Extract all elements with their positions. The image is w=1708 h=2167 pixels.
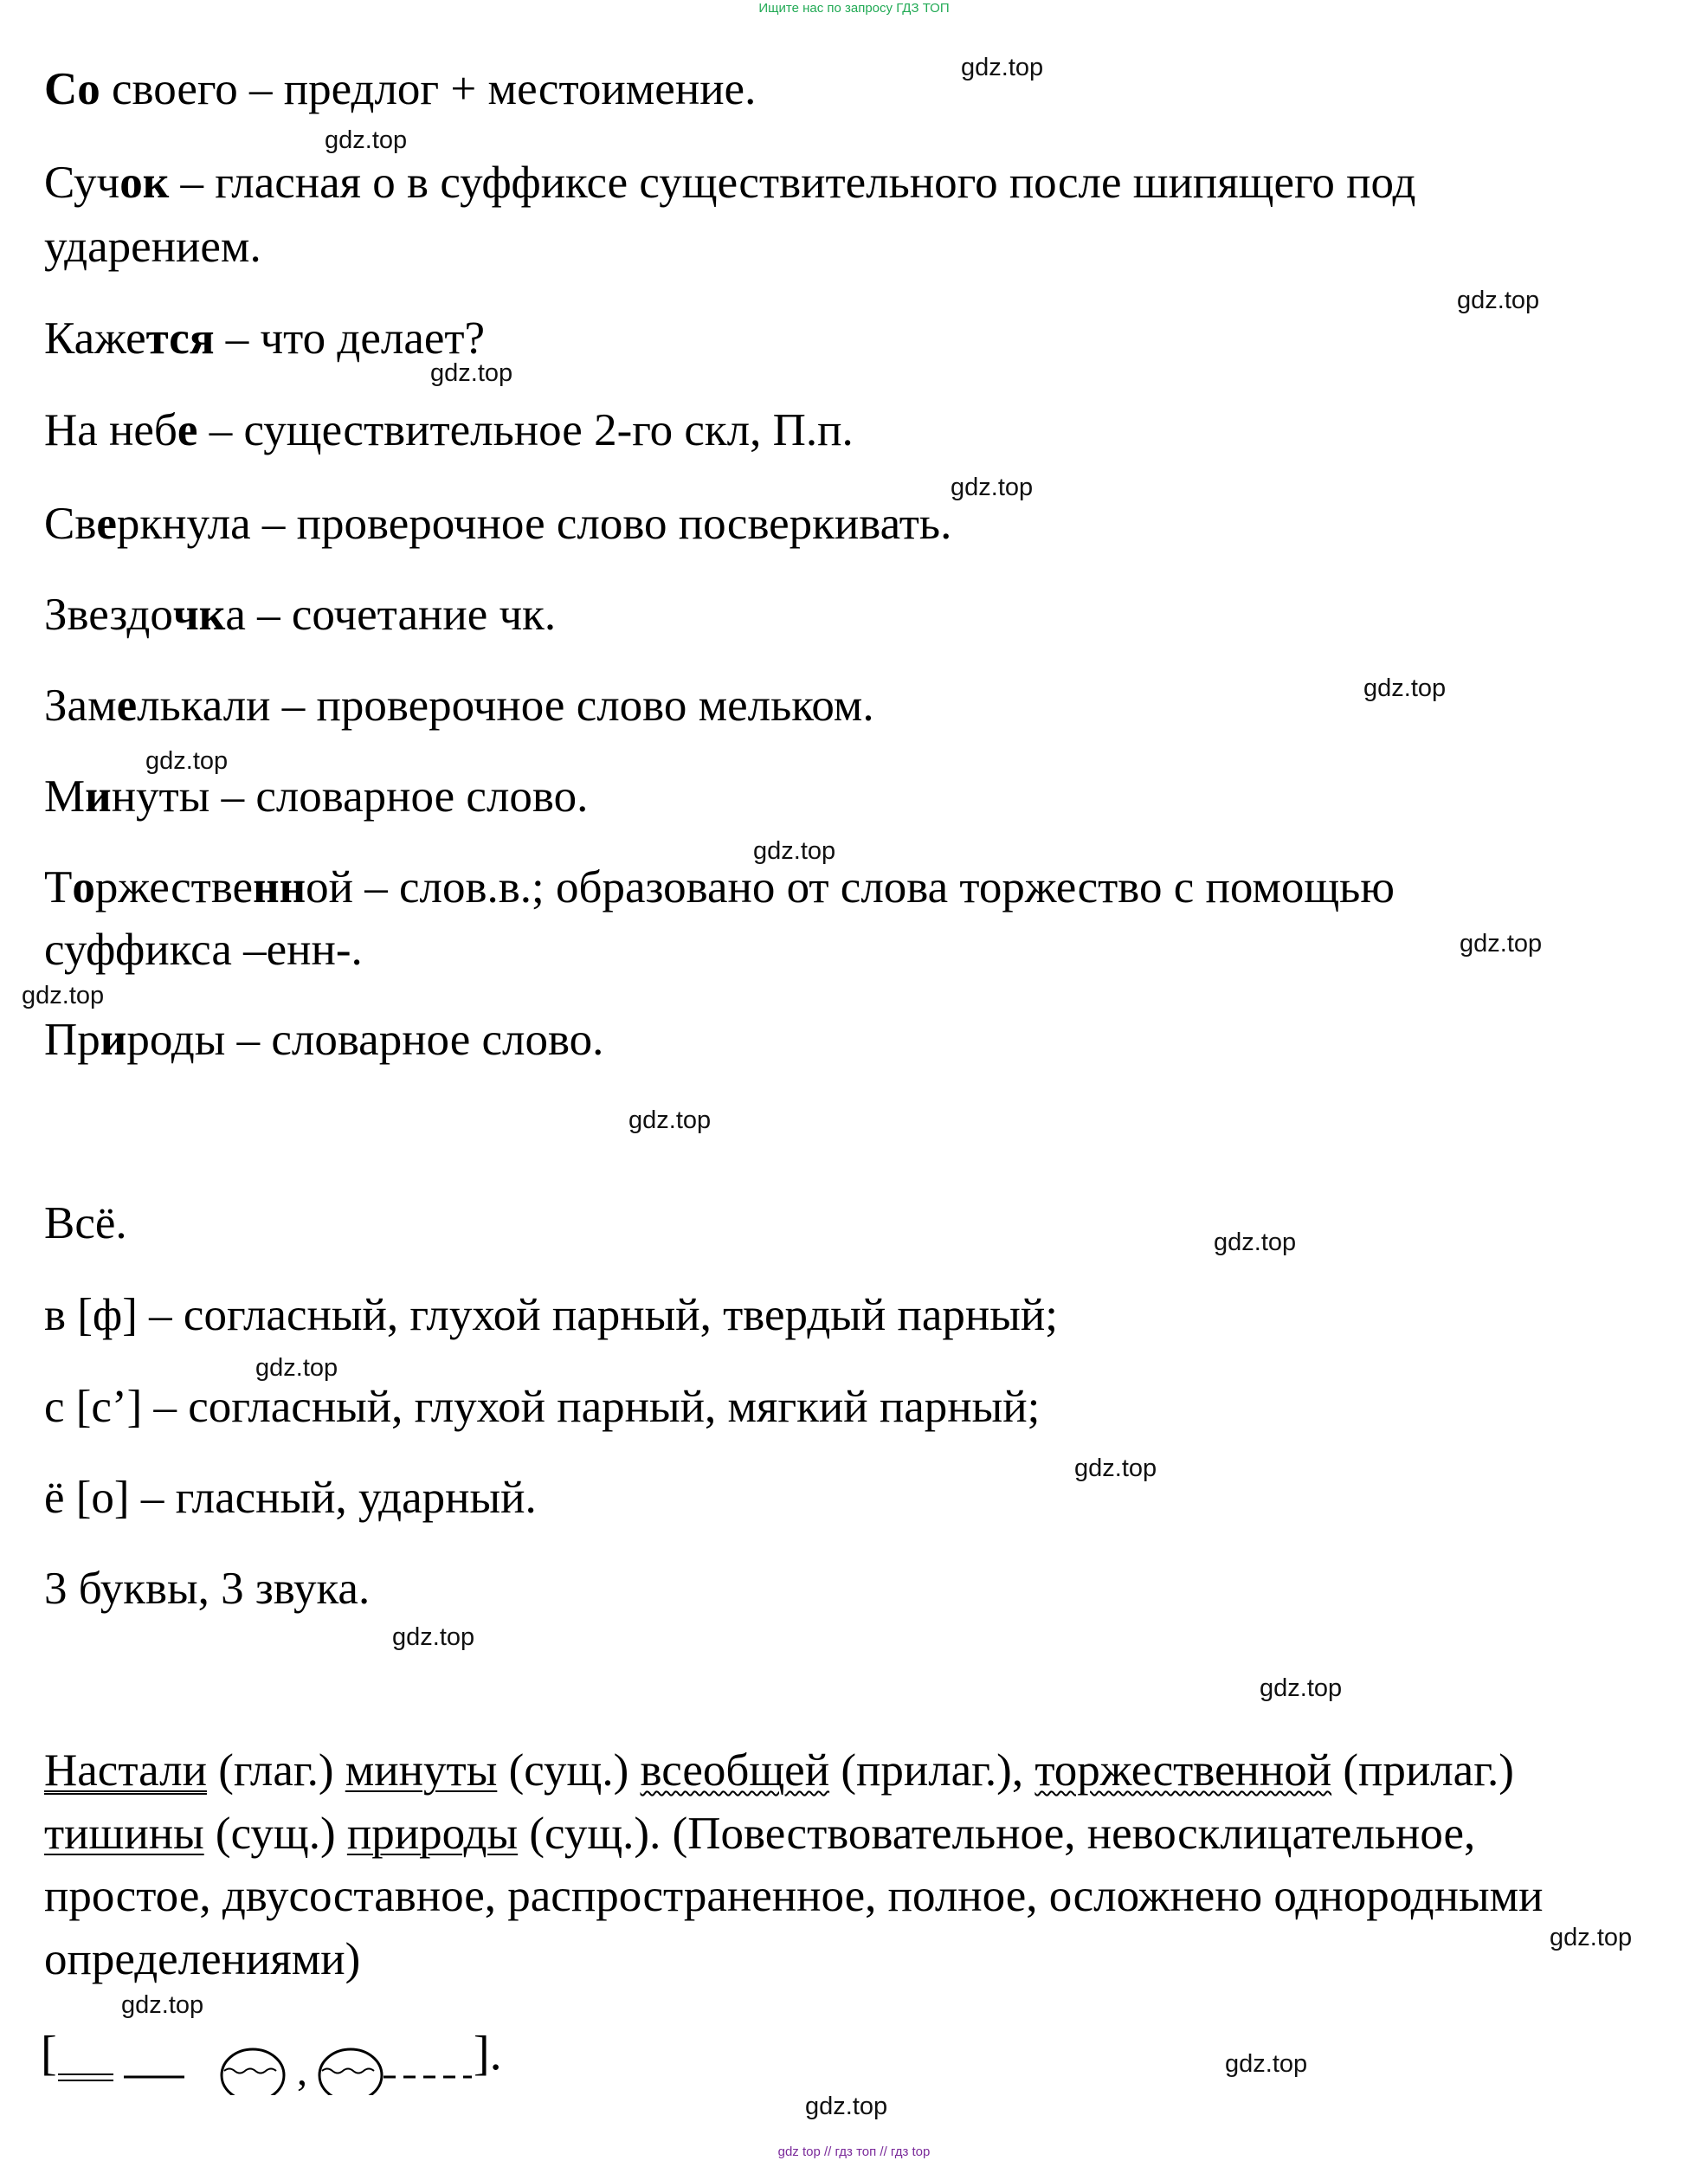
watermark: gdz.top [961, 54, 1044, 81]
line-s-s: с [с’] – согласный, глухой парный, мягкий парный; [44, 1382, 1041, 1432]
line-minuty: Минуты – словарное слово. [44, 771, 589, 822]
watermark: gdz.top [753, 837, 836, 865]
watermark: gdz.top [1214, 1229, 1297, 1256]
scheme-comma: , [297, 2048, 307, 2094]
line-zamelkali: Замелькали – проверочное слово мельком. [44, 680, 874, 731]
watermark: gdz.top [325, 126, 408, 154]
line-sentence-2: тишины (сущ.) природы (сущ.). (Повествовательное, невосклицательное, [44, 1809, 1476, 1859]
subject-word: Настали [44, 1745, 207, 1796]
watermark: gdz.top [392, 1623, 475, 1651]
line-vse: Всё. [44, 1198, 127, 1248]
attribute-word: торжественной [1034, 1745, 1332, 1796]
line-sentence-4: определениями) [44, 1934, 361, 1984]
line-sverknula: Сверкнула – проверочное слово посверкивать. [44, 499, 952, 549]
watermark: gdz.top [1550, 1924, 1633, 1951]
line-so-svoego: Со своего – предлог + местоимение. [44, 64, 757, 114]
header-note: Ищите нас по запросу ГДЗ ТОП [758, 1, 950, 16]
watermark: gdz.top [628, 1106, 712, 1134]
scheme-wavy-line [322, 2069, 374, 2073]
line-udareniem: ударением. [44, 222, 261, 272]
predicate-word: тишины [44, 1809, 204, 1859]
line-v-f: в [ф] – согласный, глухой парный, твердый парный; [44, 1290, 1058, 1340]
line-sentence-1: Настали (глаг.) минуты (сущ.) всеобщей (прилаг.), торжественной (прилаг.) [44, 1745, 1514, 1796]
line-suffiksa: суффикса –енн-. [44, 925, 363, 975]
watermark: gdz.top [1225, 2050, 1308, 2078]
line-suchok: Сучок – гласная о в суффиксе существительного после шипящего под [44, 158, 1416, 208]
line-prirody: Природы – словарное слово. [44, 1015, 604, 1065]
watermark: gdz.top [805, 2093, 888, 2120]
scheme-attribute-circle [319, 2049, 382, 2095]
line-na-nebe: На небе – существительное 2-го скл, П.п. [44, 405, 854, 455]
watermark: gdz.top [1260, 1674, 1343, 1702]
line-letters-sounds: 3 буквы, 3 звука. [44, 1564, 371, 1614]
line-torzhestvennoy: Торжественной – слов.в.; образовано от слова торжество с помощью [44, 862, 1395, 913]
line-sentence-3: простое, двусоставное, распространенное, полное, осложнено однородными [44, 1871, 1544, 1921]
attribute-word: всеобщей [640, 1745, 830, 1796]
scheme-open-bracket: [ [41, 2027, 57, 2080]
line-kazhetsya: Кажется – что делает? [44, 313, 486, 364]
watermark: gdz.top [145, 747, 229, 775]
watermark: gdz.top [1074, 1454, 1157, 1482]
sentence-scheme [39, 2009, 524, 2095]
predicate-word: минуты [345, 1745, 498, 1796]
footer-note: gdz top // гдз топ // гдз top [777, 2144, 931, 2159]
watermark: gdz.top [255, 1354, 338, 1382]
watermark: gdz.top [951, 474, 1034, 501]
scheme-close-bracket: ]. [474, 2027, 502, 2080]
watermark: gdz.top [1460, 930, 1543, 958]
watermark: gdz.top [121, 1991, 204, 2019]
scheme-attribute-circle [222, 2049, 284, 2095]
watermark: gdz.top [22, 982, 105, 1009]
line-zvezdochka: Звездочка – сочетание чк. [44, 590, 557, 640]
predicate-word: природы [346, 1809, 519, 1859]
watermark: gdz.top [1457, 287, 1540, 314]
watermark: gdz.top [430, 359, 513, 387]
scheme-wavy-line [224, 2069, 276, 2073]
line-yo-o: ё [о] – гласный, ударный. [44, 1473, 537, 1523]
watermark: gdz.top [1363, 674, 1447, 702]
